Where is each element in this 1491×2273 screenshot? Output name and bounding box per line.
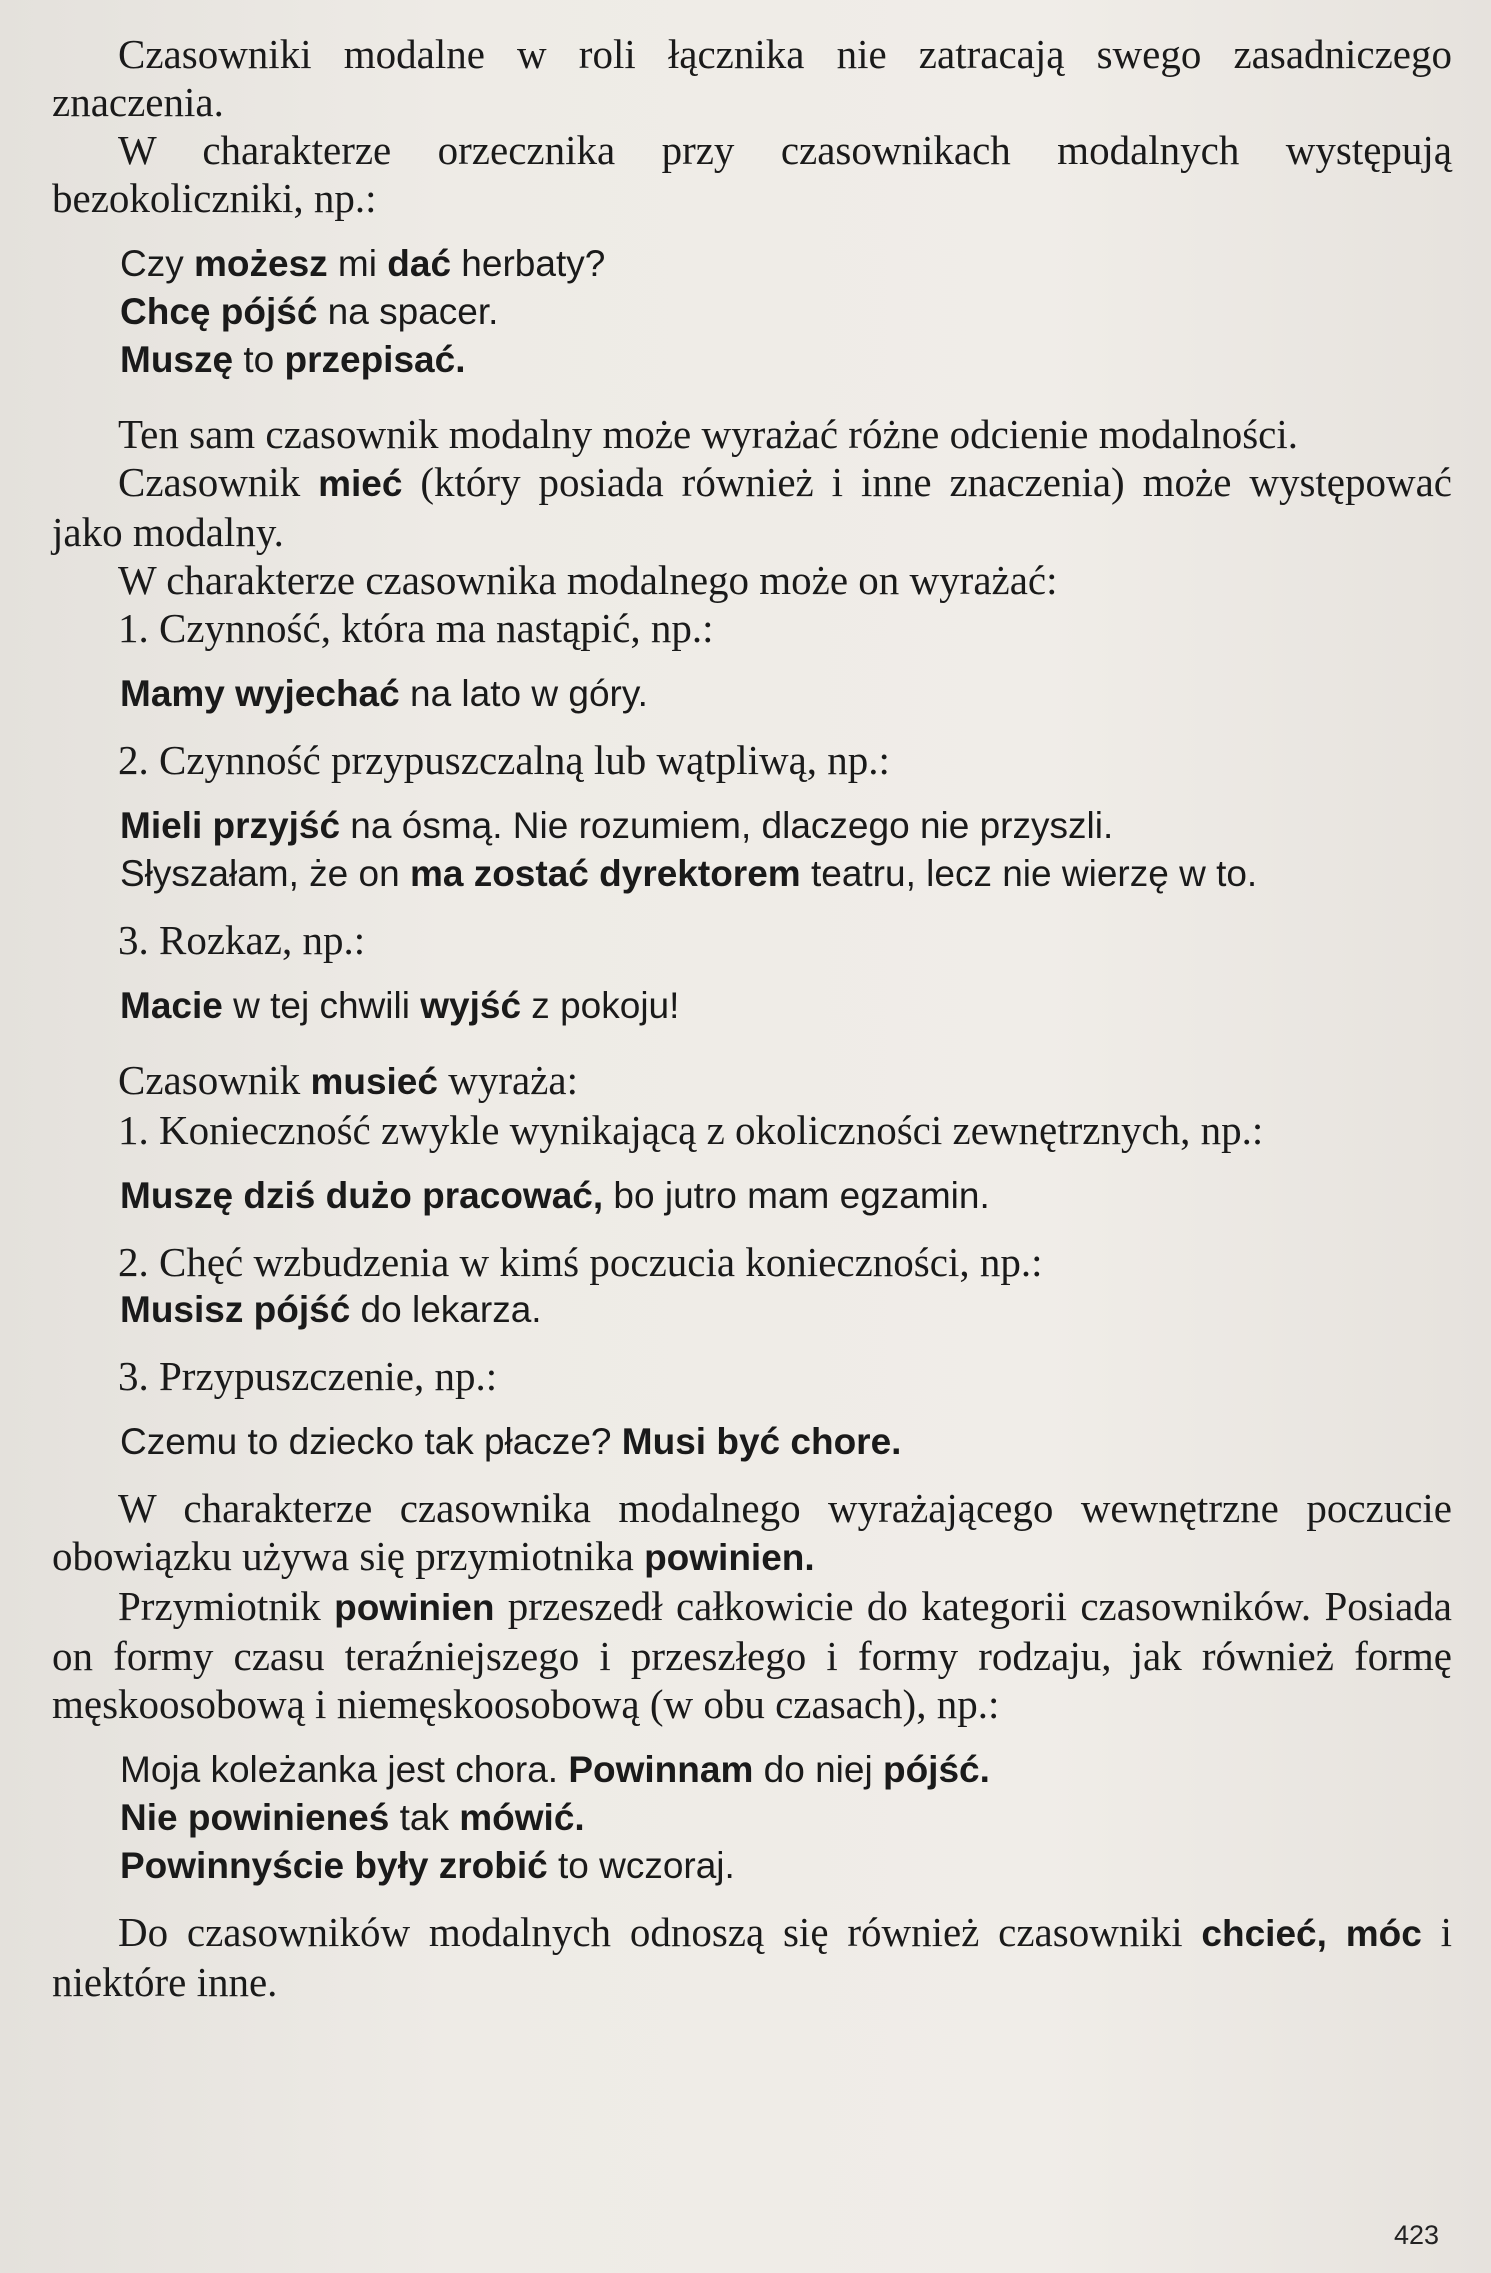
example-sentence: Mieli przyjść na ósmą. Nie rozumiem, dlaczego nie przyszli.	[120, 805, 1114, 846]
example-sentence: Czemu to dziecko tak płacze? Musi być chore.	[120, 1421, 902, 1462]
example-sentence: Muszę dziś dużo pracować, bo jutro mam egzamin.	[120, 1175, 990, 1216]
list-item: 2. Chęć wzbudzenia w kimś poczucia konieczności, np.:	[118, 1239, 1043, 1285]
paragraph: Czasownik musieć wyraża:	[118, 1057, 578, 1103]
paragraph: Czasowniki modalne w roli łącznika nie zatracają swego zasadniczego znaczenia.	[52, 31, 1452, 125]
example-sentence: Chcę pójść na spacer.	[120, 291, 499, 332]
example-sentence: Musisz pójść do lekarza.	[120, 1289, 542, 1330]
example-sentence: Nie powinieneś tak mówić.	[120, 1797, 585, 1838]
paragraph: Czasownik mieć (który posiada również i inne znaczenia) może występować jako modalny.	[52, 459, 1452, 555]
example-sentence: Macie w tej chwili wyjść z pokoju!	[120, 985, 680, 1026]
example-sentence: Powinnyście były zrobić to wczoraj.	[120, 1845, 735, 1886]
list-item: 2. Czynność przypuszczalną lub wątpliwą, np.:	[118, 737, 890, 783]
list-item: 1. Konieczność zwykle wynikającą z okoliczności zewnętrznych, np.:	[118, 1107, 1264, 1153]
paragraph: W charakterze orzecznika przy czasownikach modalnych występują bezokoliczniki, np.:	[52, 127, 1452, 221]
paragraph: Do czasowników modalnych odnoszą się również czasowniki chcieć, móc i niektóre inne.	[52, 1909, 1452, 2005]
example-sentence: Muszę to przepisać.	[120, 339, 466, 380]
paragraph: Przymiotnik powinien przeszedł całkowicie do kategorii czasowników. Posiada on formy czasu teraźniejszego i przeszłego i formy rodzaju, jak również formę męskoosobową i niemęskoosobową (w obu czasach), np.:	[52, 1583, 1453, 1727]
list-item: 3. Przypuszczenie, np.:	[118, 1353, 498, 1399]
paragraph: Ten sam czasownik modalny może wyrażać różne odcienie modalności.	[118, 411, 1298, 457]
paragraph: W charakterze czasownika modalnego wyrażającego wewnętrzne poczucie obowiązku używa się przymiotnika powinien.	[52, 1485, 1452, 1579]
list-item: 3. Rozkaz, np.:	[118, 917, 366, 963]
page-number: 423	[1393, 2220, 1439, 2250]
example-sentence: Słyszałam, że on ma zostać dyrektorem teatru, lecz nie wierzę w to.	[120, 853, 1258, 894]
example-sentence: Moja koleżanka jest chora. Powinnam do niej pójść.	[120, 1749, 990, 1790]
example-sentence: Mamy wyjechać na lato w góry.	[120, 673, 648, 714]
example-sentence: Czy możesz mi dać herbaty?	[120, 243, 606, 284]
page-text	[52, 30, 1452, 2006]
paragraph: W charakterze czasownika modalnego może on wyrażać:	[118, 557, 1058, 603]
list-item: 1. Czynność, która ma nastąpić, np.:	[118, 605, 714, 651]
